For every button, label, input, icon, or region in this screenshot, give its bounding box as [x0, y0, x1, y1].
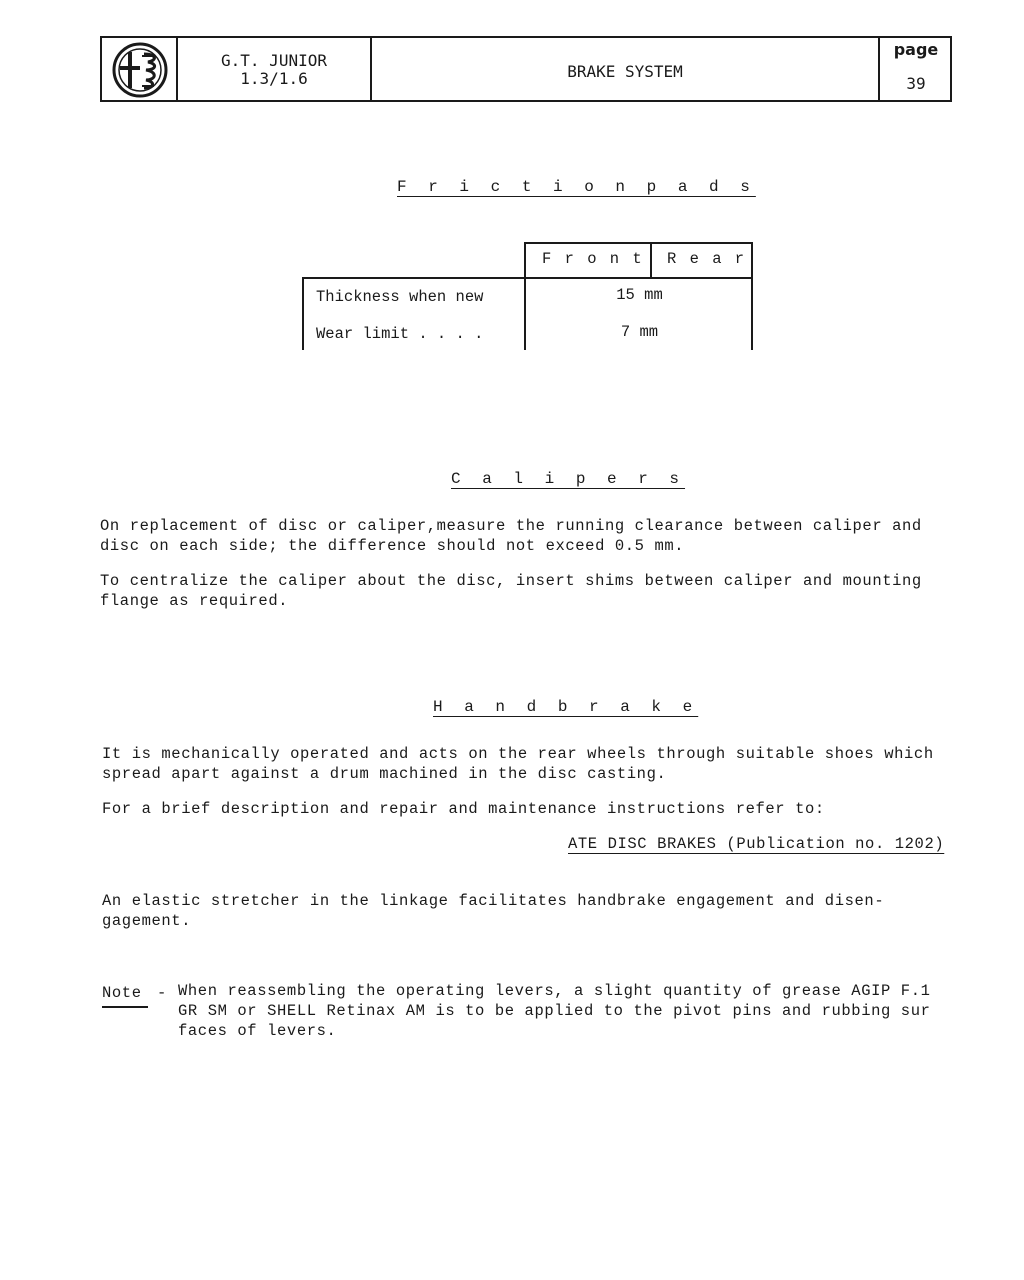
row-label: Thickness when new — [316, 288, 484, 306]
row-label: Wear limit . . . . — [316, 325, 484, 343]
model-line-1: G.T. JUNIOR — [221, 51, 327, 70]
text-line: faces of levers. — [178, 1022, 337, 1040]
hand-brake-paragraph-2: For a brief description and repair and maintenance instructions refer to: — [102, 800, 825, 818]
row-value: 15 mm — [616, 286, 663, 304]
header-divider — [176, 38, 178, 100]
text-line: GR SM or SHELL Retinax AM is to be applied to the pivot pins and rubbing sur — [178, 1002, 931, 1020]
column-header-front: F r o n t — [542, 250, 644, 268]
table-line — [302, 277, 753, 279]
model-name — [184, 52, 364, 88]
text-line: An elastic stretcher in the linkage facilitates handbrake engagement and disen- — [102, 892, 885, 910]
text-line: On replacement of disc or caliper,measure the running clearance between caliper and — [100, 517, 922, 535]
calipers-paragraph-1 — [100, 516, 970, 556]
text-line: It is mechanically operated and acts on the rear wheels through suitable shoes which — [102, 745, 934, 763]
note-text — [178, 981, 978, 1041]
page-number: 39 — [906, 74, 926, 93]
hand-brake-paragraph-1 — [102, 744, 972, 784]
calipers-heading: C a l i p e r s — [451, 470, 686, 488]
text-line: To centralize the caliper about the disc, insert shims between caliper and mounting — [100, 572, 922, 590]
text-line: disc on each side; the difference should not exceed 0.5 mm. — [100, 537, 685, 555]
text-line: spread apart against a drum machined in the disc casting. — [102, 765, 667, 783]
section-title: BRAKE SYSTEM — [567, 62, 683, 81]
friction-pads-heading: F r i c t i o n p a d s — [397, 178, 756, 196]
table-line — [524, 242, 753, 244]
row-value: 7 mm — [620, 323, 659, 341]
note-label: Note — [102, 984, 142, 1002]
text-line: gagement. — [102, 912, 192, 930]
text-line: When reassembling the operating levers, a slight quantity of grease AGIP F.1 — [178, 982, 931, 1000]
page-header — [100, 36, 952, 102]
text-line: flange as required. — [100, 592, 289, 610]
model-line-2: 1.3/1.6 — [240, 69, 308, 88]
page-label: page — [893, 40, 939, 59]
note-underline — [102, 1006, 148, 1008]
calipers-paragraph-2 — [100, 571, 970, 611]
table-line — [302, 277, 304, 350]
hand-brake-heading: H a n d b r a k e — [433, 698, 699, 716]
publication-reference: ATE DISC BRAKES (Publication no. 1202) — [568, 835, 945, 853]
hand-brake-paragraph-3 — [102, 891, 972, 931]
column-header-rear: R e a r — [667, 250, 747, 268]
alfa-romeo-badge-icon — [108, 42, 172, 98]
note-dash: - — [157, 984, 167, 1002]
table-line — [650, 242, 652, 278]
